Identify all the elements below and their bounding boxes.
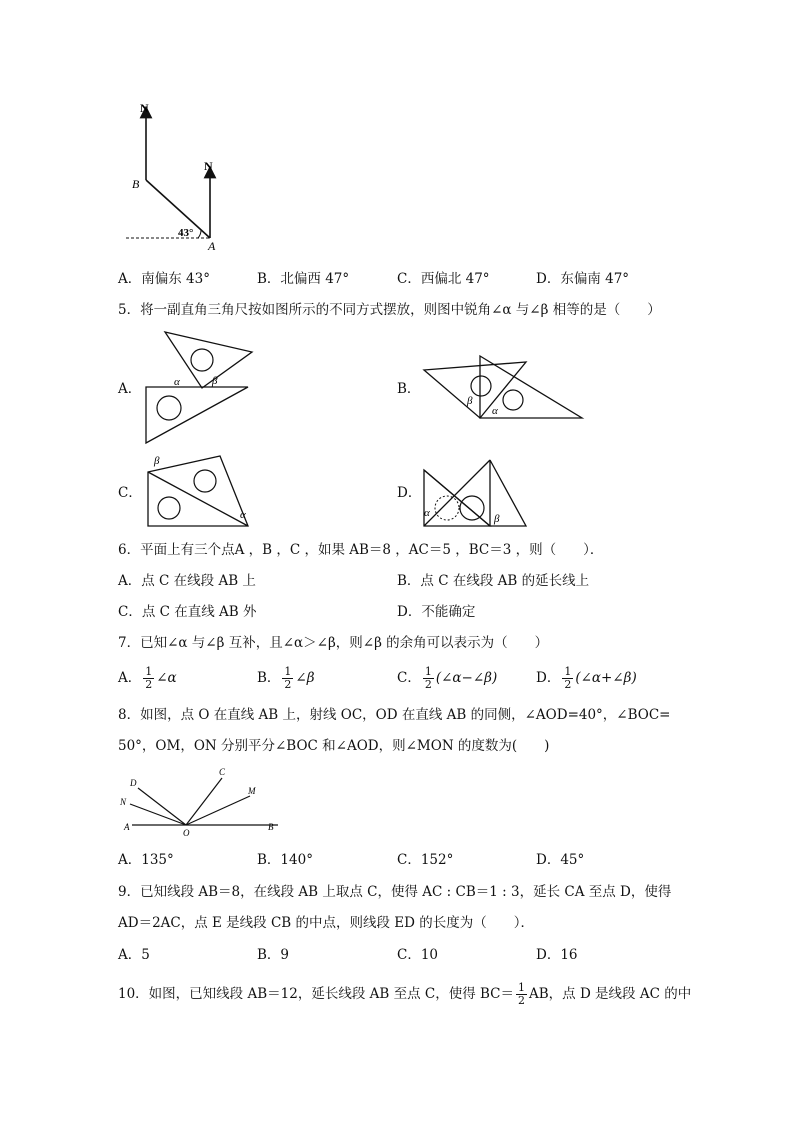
- q7-option-a: [118, 666, 177, 691]
- q6-option-b: B．点 C 在线段 AB 的延长线上: [397, 573, 590, 589]
- q7-option-d-tail: (∠α+∠β): [575, 670, 637, 686]
- q10-stem: [118, 976, 691, 1012]
- q4-option-a: A．南偏东 43°: [118, 271, 210, 287]
- q7-option-d-letter: D．: [536, 670, 561, 686]
- q10-frac-num: 1: [517, 981, 525, 994]
- q5d-beta: β: [494, 513, 500, 525]
- q7-option-c-fraction: [423, 666, 434, 691]
- fig4-label-a: A: [208, 239, 216, 252]
- q5-label-c: C．: [118, 485, 142, 501]
- q8-option-c: C．152°: [397, 852, 454, 868]
- q6-option-a: A．点 C 在线段 AB 上: [118, 573, 256, 589]
- fig4-label-n-right: N: [204, 159, 213, 173]
- q8-stem-line2: 50°，OM，ON 分别平分∠BOC 和∠AOD，则∠MON 的度数为( ): [118, 738, 550, 754]
- q5-stem: 5．将一副直角三角尺按如图所示的不同方式摆放，则图中锐角∠α 与∠β 相等的是（ ）: [118, 302, 661, 318]
- q5-figure-a: [140, 330, 260, 445]
- q9-stem-line1: 9．已知线段 AB＝8，在线段 AB 上取点 C，使得 AC : CB＝1 : 3，延长 CA 至点 D，使得: [118, 884, 672, 900]
- q8-label-d: D: [130, 778, 137, 788]
- q5-figure-b: [420, 352, 586, 422]
- q8-option-b: B．140°: [257, 852, 313, 868]
- q8-label-c: C: [219, 767, 226, 777]
- q7-option-b-den: 2: [284, 678, 292, 691]
- q7-option-b-letter: B．: [257, 670, 281, 686]
- q8-label-b: B: [268, 822, 274, 832]
- fig4-angle-label: 43°: [178, 227, 194, 239]
- q5d-alpha: α: [424, 507, 430, 519]
- q6-stem: 6．平面上有三个点A ，B ，C ，如果 AB＝8 ，AC＝5 ，BC＝3 ，则（ ）．: [118, 542, 604, 558]
- q5b-beta: β: [467, 395, 473, 407]
- q7-option-d-fraction: [562, 666, 573, 691]
- q7-option-d-den: 2: [564, 678, 572, 691]
- q8-label-n: N: [120, 797, 127, 807]
- q5-label-d: D．: [397, 485, 422, 501]
- q7-option-d-num: 1: [564, 665, 572, 678]
- q8-label-m: M: [248, 786, 256, 796]
- q5-figure-c: [140, 452, 260, 530]
- q4-option-c: C．西偏北 47°: [397, 271, 490, 287]
- q4-option-d: D．东偏南 47°: [536, 271, 630, 287]
- q5-label-b: B．: [397, 381, 421, 397]
- q7-option-c-num: 1: [424, 665, 432, 678]
- q6-option-c: C．点 C 在直线 AB 外: [118, 604, 257, 620]
- q9-stem-line2: AD＝2AC，点 E 是线段 CB 的中点，则线段 ED 的长度为（ ）．: [118, 915, 535, 931]
- q8-label-o: O: [183, 828, 190, 838]
- q6-option-d: D．不能确定: [397, 604, 476, 620]
- q7-option-d: [536, 666, 637, 691]
- q5-figure-d: [420, 456, 530, 528]
- q5a-beta: β: [212, 375, 218, 387]
- q7-option-c-letter: C．: [397, 670, 421, 686]
- q5a-alpha: α: [174, 376, 180, 388]
- q7-option-a-den: 2: [145, 678, 153, 691]
- q5c-beta: β: [154, 455, 160, 467]
- q5b-alpha: α: [492, 405, 498, 417]
- q10-frac-den: 2: [517, 994, 525, 1007]
- q7-option-b-num: 1: [284, 665, 292, 678]
- q7-option-c-tail: (∠α−∠β): [435, 670, 498, 686]
- q7-option-b: [257, 666, 315, 691]
- q7-option-a-letter: A．: [118, 670, 142, 686]
- q9-option-d: D．16: [536, 947, 578, 963]
- q8-stem-line1: 8．如图，点 O 在直线 AB 上，射线 OC，OD 在直线 AB 的同侧，∠AOD=40°，∠BOC=: [118, 707, 671, 723]
- q8-option-a: A．135°: [118, 852, 174, 868]
- q8-option-d: D．45°: [536, 852, 585, 868]
- q7-stem: 7．已知∠α 与∠β 互补，且∠α＞∠β，则∠β 的余角可以表示为（ ）: [118, 635, 549, 651]
- q4-option-b: B．北偏西 47°: [257, 271, 350, 287]
- q5-label-a: A．: [118, 381, 142, 397]
- q5c-alpha: α: [240, 509, 246, 521]
- q7-option-a-num: 1: [145, 665, 153, 678]
- q7-option-c: [397, 666, 497, 691]
- q4-direction-figure: [118, 100, 228, 252]
- q7-option-a-fraction: [143, 666, 154, 691]
- q7-option-c-den: 2: [424, 678, 432, 691]
- q7-option-a-tail: ∠α: [156, 670, 177, 686]
- fig4-label-n-top: N: [140, 101, 149, 115]
- q7-option-b-fraction: [282, 666, 293, 691]
- q9-option-b: B．9: [257, 947, 290, 963]
- q8-label-a: A: [124, 822, 130, 832]
- fig4-label-b: B: [132, 177, 140, 191]
- q7-option-b-tail: ∠β: [295, 670, 315, 686]
- q10-stem-part1: 10．如图，已知线段 AB＝12，延长线段 AB 至点 C，使得 BC＝: [118, 986, 514, 1002]
- q9-option-c: C．10: [397, 947, 439, 963]
- q9-option-a: A．5: [118, 947, 150, 963]
- q10-fraction: [516, 982, 527, 1007]
- q8-rays-figure: [118, 764, 284, 840]
- q10-stem-part2: AB，点 D 是线段 AC 的中: [528, 986, 692, 1002]
